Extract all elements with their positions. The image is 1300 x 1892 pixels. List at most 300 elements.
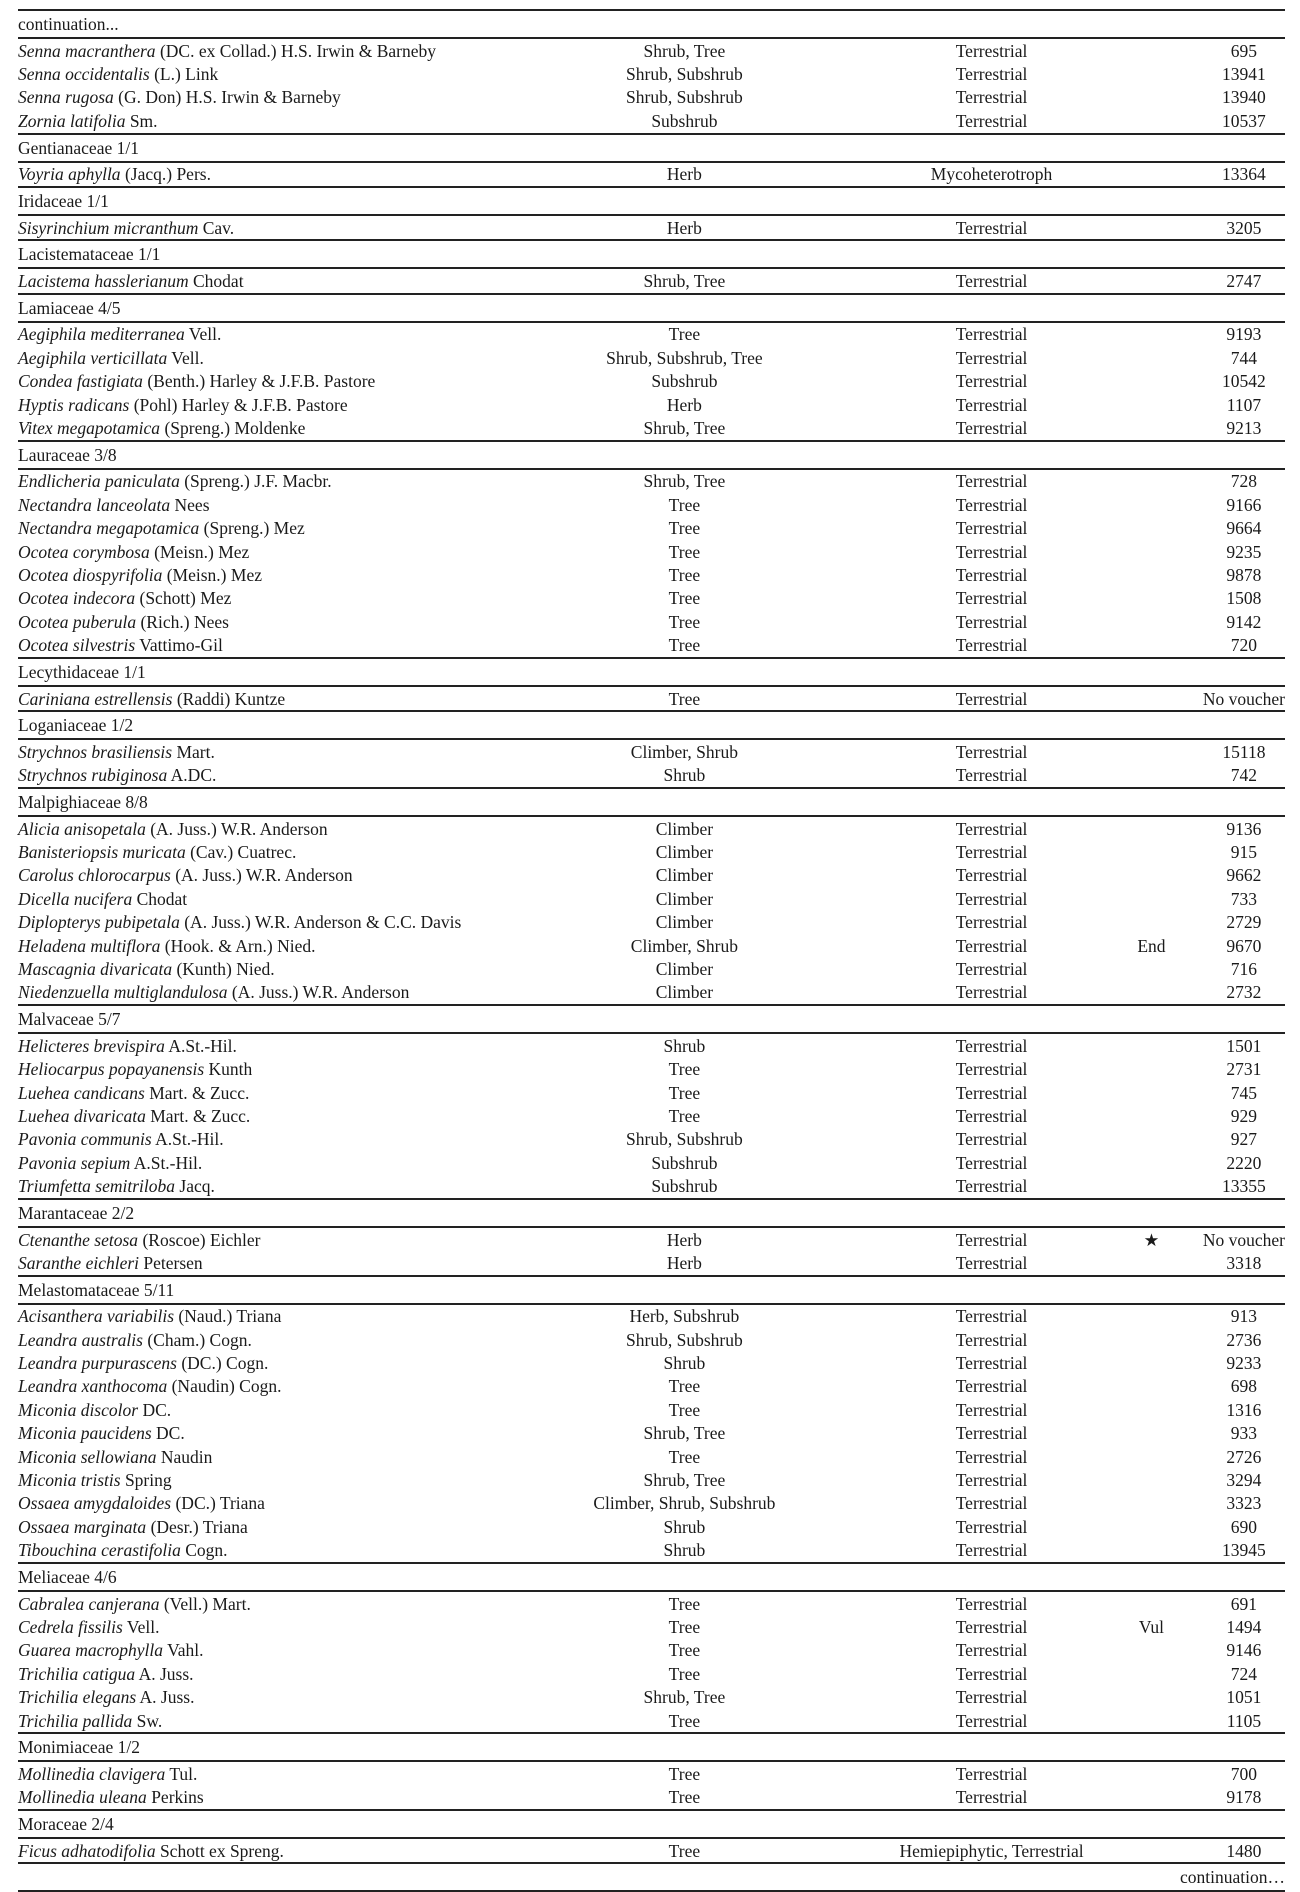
status-cell bbox=[1100, 86, 1203, 109]
habit-cell: Tree bbox=[668, 494, 701, 515]
species-name: Miconia sellowiana bbox=[18, 1446, 157, 1467]
habit-cell: Climber bbox=[655, 888, 714, 909]
voucher-cell: 9213 bbox=[1226, 417, 1262, 438]
species-name: Hyptis radicans bbox=[18, 394, 130, 415]
status-cell bbox=[1100, 1398, 1203, 1421]
family-header-row bbox=[18, 187, 1285, 215]
voucher-cell: 1051 bbox=[1226, 1687, 1262, 1708]
status-cell bbox=[1100, 1422, 1203, 1445]
voucher-cell: 698 bbox=[1230, 1376, 1258, 1397]
habit-cell: Herb bbox=[666, 217, 702, 238]
status-cell bbox=[1100, 1685, 1203, 1708]
status-cell bbox=[1100, 1468, 1203, 1491]
status-cell bbox=[1100, 686, 1203, 711]
species-cell bbox=[18, 469, 486, 493]
habit-cell: Shrub, Tree bbox=[643, 40, 726, 61]
species-name: Aegiphila mediterranea bbox=[18, 324, 185, 345]
voucher-cell: 695 bbox=[1230, 40, 1258, 61]
habitat-cell: Terrestrial bbox=[955, 1329, 1028, 1350]
species-cell bbox=[18, 840, 486, 863]
habitat-cell: Terrestrial bbox=[955, 959, 1028, 980]
habit-cell: Shrub, Tree bbox=[643, 271, 726, 292]
status-cell bbox=[1100, 1058, 1203, 1081]
habitat-cell: Terrestrial bbox=[955, 417, 1028, 438]
habit-cell: Herb bbox=[666, 1229, 702, 1250]
status-cell bbox=[1100, 1761, 1203, 1785]
voucher-cell: 2220 bbox=[1226, 1152, 1262, 1173]
voucher-cell: 3205 bbox=[1226, 217, 1262, 238]
species-authority: A.St.-Hil. bbox=[133, 1152, 203, 1173]
status-cell bbox=[1100, 540, 1203, 563]
status-cell bbox=[1100, 1304, 1203, 1328]
habitat-cell: Terrestrial bbox=[955, 1353, 1028, 1374]
table-row bbox=[18, 981, 1285, 1005]
species-authority: (Raddi) Kuntze bbox=[176, 688, 286, 709]
family-header: Moraceae 2/4 bbox=[18, 1810, 1285, 1838]
habit-cell: Shrub, Subshrub bbox=[626, 1329, 743, 1350]
species-authority: Cav. bbox=[202, 217, 235, 238]
species-cell bbox=[18, 540, 486, 563]
voucher-cell: 744 bbox=[1230, 347, 1258, 368]
species-name: Condea fastigiata bbox=[18, 371, 143, 392]
habit-cell: Shrub, Subshrub bbox=[626, 64, 743, 85]
species-authority: Cogn. bbox=[185, 1540, 228, 1561]
habitat-cell: Terrestrial bbox=[955, 865, 1028, 886]
table-row bbox=[18, 393, 1285, 416]
habitat-cell: Terrestrial bbox=[955, 1663, 1028, 1684]
voucher-cell: 2726 bbox=[1226, 1446, 1262, 1467]
family-header-row bbox=[18, 1005, 1285, 1033]
species-name: Acisanthera variabilis bbox=[18, 1306, 175, 1327]
habit-cell: Herb, Subshrub bbox=[629, 1306, 740, 1327]
family-header-row bbox=[18, 1199, 1285, 1227]
species-cell bbox=[18, 1128, 486, 1151]
habit-cell: Tree bbox=[668, 541, 701, 562]
table-row bbox=[18, 739, 1285, 763]
voucher-cell: 9233 bbox=[1226, 1353, 1262, 1374]
species-name: Heladena multiflora bbox=[18, 935, 161, 956]
status-cell bbox=[1100, 887, 1203, 910]
voucher-cell: 9235 bbox=[1226, 541, 1262, 562]
species-cell bbox=[18, 1685, 486, 1708]
voucher-cell: 724 bbox=[1230, 1663, 1258, 1684]
voucher-cell: 10537 bbox=[1222, 110, 1266, 131]
species-name: Miconia discolor bbox=[18, 1399, 139, 1420]
species-authority: (DC.) Cogn. bbox=[181, 1353, 269, 1374]
species-name: Miconia paucidens bbox=[18, 1423, 152, 1444]
habitat-cell: Terrestrial bbox=[955, 564, 1028, 585]
status-cell bbox=[1100, 1351, 1203, 1374]
habit-cell: Shrub, Subshrub, Tree bbox=[606, 347, 763, 368]
table-row bbox=[18, 268, 1285, 293]
species-cell bbox=[18, 1786, 486, 1810]
species-cell bbox=[18, 1761, 486, 1785]
table-row bbox=[18, 1375, 1285, 1398]
species-cell bbox=[18, 816, 486, 840]
species-cell bbox=[18, 86, 486, 109]
family-header-row bbox=[18, 788, 1285, 816]
species-authority: Sw. bbox=[136, 1710, 163, 1731]
species-name: Sisyrinchium micranthum bbox=[18, 217, 199, 238]
table-row bbox=[18, 1058, 1285, 1081]
species-name: Trichilia pallida bbox=[18, 1710, 133, 1731]
table-row bbox=[18, 1227, 1285, 1251]
habit-cell: Tree bbox=[668, 1663, 701, 1684]
species-name: Ossaea amygdaloides bbox=[18, 1493, 172, 1514]
voucher-cell: 2732 bbox=[1226, 982, 1262, 1003]
species-cell bbox=[18, 1709, 486, 1733]
family-header: Lauraceae 3/8 bbox=[18, 441, 1285, 469]
species-authority: (Spreng.) Mez bbox=[203, 518, 305, 539]
habitat-cell: Terrestrial bbox=[955, 588, 1028, 609]
species-cell bbox=[18, 1328, 486, 1351]
status-cell bbox=[1100, 911, 1203, 934]
voucher-cell: 13364 bbox=[1222, 164, 1266, 185]
table-row bbox=[18, 1492, 1285, 1515]
habit-cell: Shrub, Tree bbox=[643, 1423, 726, 1444]
table-row bbox=[18, 887, 1285, 910]
species-name: Miconia tristis bbox=[18, 1470, 121, 1491]
species-cell bbox=[18, 764, 486, 788]
habit-cell: Tree bbox=[668, 1710, 701, 1731]
species-authority: (Meisn.) Mez bbox=[154, 541, 250, 562]
habitat-cell: Terrestrial bbox=[955, 1423, 1028, 1444]
status-cell bbox=[1100, 469, 1203, 493]
table-row bbox=[18, 1128, 1285, 1151]
species-authority: Schott ex Spreng. bbox=[159, 1840, 284, 1861]
habit-cell: Climber, Shrub, Subshrub bbox=[593, 1493, 776, 1514]
species-cell bbox=[18, 1398, 486, 1421]
species-name: Mollinedia uleana bbox=[18, 1787, 147, 1808]
table-row bbox=[18, 934, 1285, 957]
table-row bbox=[18, 1591, 1285, 1615]
habit-cell: Shrub, Subshrub bbox=[626, 87, 743, 108]
species-name: Trichilia elegans bbox=[18, 1687, 137, 1708]
habit-cell: Shrub, Tree bbox=[643, 471, 726, 492]
voucher-cell: 2731 bbox=[1226, 1059, 1262, 1080]
family-header-row bbox=[18, 1733, 1285, 1761]
species-authority: (Roscoe) Eichler bbox=[142, 1229, 261, 1250]
species-name: Leandra purpurascens bbox=[18, 1353, 177, 1374]
species-cell bbox=[18, 38, 486, 62]
status-cell bbox=[1100, 840, 1203, 863]
table-row bbox=[18, 86, 1285, 109]
habitat-cell: Terrestrial bbox=[955, 1152, 1028, 1173]
species-cell bbox=[18, 1422, 486, 1445]
habitat-cell: Terrestrial bbox=[955, 912, 1028, 933]
habitat-cell: Mycoheterotroph bbox=[930, 164, 1053, 185]
table-row bbox=[18, 1709, 1285, 1733]
species-authority: (Pohl) Harley & J.F.B. Pastore bbox=[133, 394, 348, 415]
table-row bbox=[18, 816, 1285, 840]
habitat-cell: Terrestrial bbox=[955, 371, 1028, 392]
table-row bbox=[18, 840, 1285, 863]
status-cell bbox=[1100, 493, 1203, 516]
habit-cell: Shrub, Tree bbox=[643, 417, 726, 438]
species-authority: (A. Juss.) W.R. Anderson & C.C. Davis bbox=[184, 912, 462, 933]
table-row bbox=[18, 1251, 1285, 1275]
table-row bbox=[18, 109, 1285, 133]
status-cell bbox=[1100, 587, 1203, 610]
habit-cell: Climber bbox=[655, 842, 714, 863]
family-header: Lamiaceae 4/5 bbox=[18, 294, 1285, 322]
species-cell bbox=[18, 1033, 486, 1057]
species-cell bbox=[18, 1468, 486, 1491]
continuation-footer-row bbox=[18, 1863, 1285, 1891]
voucher-cell: No voucher bbox=[1202, 688, 1285, 709]
habitat-cell: Terrestrial bbox=[955, 842, 1028, 863]
species-cell bbox=[18, 346, 486, 369]
species-name: Senna rugosa bbox=[18, 87, 114, 108]
status-cell: Vul bbox=[1138, 1617, 1165, 1637]
habitat-cell: Terrestrial bbox=[955, 982, 1028, 1003]
species-name: Cedrela fissilis bbox=[18, 1617, 123, 1637]
habit-cell: Tree bbox=[668, 1105, 701, 1126]
species-name: Ossaea marginata bbox=[18, 1516, 147, 1537]
species-authority: (Spreng.) Moldenke bbox=[164, 417, 306, 438]
voucher-cell: 1105 bbox=[1226, 1710, 1262, 1731]
habitat-cell: Terrestrial bbox=[955, 1640, 1028, 1661]
habitat-cell: Terrestrial bbox=[955, 1176, 1028, 1197]
voucher-cell: 745 bbox=[1230, 1082, 1258, 1103]
species-authority: Tul. bbox=[169, 1763, 198, 1784]
habit-cell: Subshrub bbox=[651, 1152, 718, 1173]
species-authority: Vell. bbox=[171, 347, 204, 368]
habitat-cell: Terrestrial bbox=[955, 110, 1028, 131]
species-table bbox=[18, 9, 1285, 1892]
family-header: Gentianaceae 1/1 bbox=[18, 134, 1285, 162]
habit-cell: Shrub bbox=[663, 1540, 706, 1561]
species-cell bbox=[18, 1227, 486, 1251]
habitat-cell: Terrestrial bbox=[955, 688, 1028, 709]
species-name: Ocotea corymbosa bbox=[18, 541, 150, 562]
habit-cell: Shrub, Tree bbox=[643, 1687, 726, 1708]
status-cell bbox=[1100, 215, 1203, 240]
species-authority: A. Juss. bbox=[138, 1663, 194, 1684]
habit-cell: Herb bbox=[666, 394, 702, 415]
table-row bbox=[18, 864, 1285, 887]
species-authority: Petersen bbox=[143, 1252, 203, 1273]
habit-cell: Herb bbox=[666, 164, 702, 185]
status-cell bbox=[1100, 322, 1203, 346]
status-cell bbox=[1100, 764, 1203, 788]
habit-cell: Tree bbox=[668, 1059, 701, 1080]
status-cell bbox=[1100, 864, 1203, 887]
voucher-cell: 1508 bbox=[1226, 588, 1262, 609]
family-header: Lacistemataceae 1/1 bbox=[18, 240, 1285, 268]
family-header-row bbox=[18, 134, 1285, 162]
family-header-row bbox=[18, 240, 1285, 268]
species-name: Ficus adhatodifolia bbox=[18, 1840, 156, 1861]
voucher-cell: 9670 bbox=[1226, 935, 1262, 956]
species-cell bbox=[18, 686, 486, 711]
voucher-cell: 1107 bbox=[1226, 394, 1262, 415]
habitat-cell: Terrestrial bbox=[955, 1082, 1028, 1103]
table-row bbox=[18, 686, 1285, 711]
species-authority: Chodat bbox=[193, 271, 244, 292]
family-header: Monimiaceae 1/2 bbox=[18, 1733, 1285, 1761]
species-cell bbox=[18, 1375, 486, 1398]
species-authority: Mart. & Zucc. bbox=[149, 1082, 250, 1103]
continuation-header: continuation... bbox=[18, 10, 1285, 38]
table-row bbox=[18, 1468, 1285, 1491]
species-cell bbox=[18, 516, 486, 539]
species-name: Nectandra lanceolata bbox=[18, 494, 171, 515]
table-row bbox=[18, 1351, 1285, 1374]
species-authority: (A. Juss.) W.R. Anderson bbox=[175, 865, 353, 886]
voucher-cell: 1501 bbox=[1226, 1035, 1262, 1056]
species-name: Senna macranthera bbox=[18, 40, 156, 61]
habitat-cell: Terrestrial bbox=[955, 1446, 1028, 1467]
continuation-footer: continuation… bbox=[18, 1863, 1285, 1891]
species-authority: (Cham.) Cogn. bbox=[147, 1329, 252, 1350]
species-cell bbox=[18, 1151, 486, 1174]
habitat-cell: Terrestrial bbox=[955, 1129, 1028, 1150]
voucher-cell: 9878 bbox=[1226, 564, 1262, 585]
voucher-cell: 15118 bbox=[1222, 741, 1266, 762]
species-cell bbox=[18, 633, 486, 657]
species-authority: Vattimo-Gil bbox=[139, 635, 223, 656]
table-row bbox=[18, 1685, 1285, 1708]
status-cell bbox=[1100, 393, 1203, 416]
table-row bbox=[18, 1151, 1285, 1174]
habitat-cell: Terrestrial bbox=[955, 271, 1028, 292]
status-cell bbox=[1100, 1639, 1203, 1662]
species-name: Voyria aphylla bbox=[18, 164, 121, 185]
species-name: Guarea macrophylla bbox=[18, 1640, 163, 1661]
species-name: Ocotea indecora bbox=[18, 588, 136, 609]
habitat-cell: Terrestrial bbox=[955, 40, 1028, 61]
habitat-cell: Terrestrial bbox=[955, 217, 1028, 238]
species-cell bbox=[18, 1081, 486, 1104]
status-cell bbox=[1100, 1081, 1203, 1104]
table-row bbox=[18, 764, 1285, 788]
table-row bbox=[18, 1304, 1285, 1328]
table-row bbox=[18, 469, 1285, 493]
table-row bbox=[18, 957, 1285, 980]
voucher-cell: 13355 bbox=[1222, 1176, 1266, 1197]
voucher-cell: 9142 bbox=[1226, 611, 1262, 632]
status-cell bbox=[1100, 816, 1203, 840]
voucher-cell: 9193 bbox=[1226, 324, 1262, 345]
table-row bbox=[18, 215, 1285, 240]
table-row bbox=[18, 1786, 1285, 1810]
habit-cell: Tree bbox=[668, 588, 701, 609]
species-name: Heliocarpus popayanensis bbox=[18, 1059, 205, 1080]
habit-cell: Tree bbox=[668, 1446, 701, 1467]
family-header: Marantaceae 2/2 bbox=[18, 1199, 1285, 1227]
species-cell bbox=[18, 739, 486, 763]
table-row bbox=[18, 62, 1285, 85]
status-cell bbox=[1100, 1328, 1203, 1351]
species-cell bbox=[18, 322, 486, 346]
status-cell bbox=[1100, 370, 1203, 393]
species-authority: (Vell.) Mart. bbox=[163, 1593, 251, 1614]
species-authority: (Schott) Mez bbox=[139, 588, 232, 609]
family-header-row bbox=[18, 441, 1285, 469]
table-row bbox=[18, 540, 1285, 563]
habitat-cell: Terrestrial bbox=[955, 1787, 1028, 1808]
status-cell bbox=[1100, 38, 1203, 62]
family-header: Lecythidaceae 1/1 bbox=[18, 658, 1285, 686]
habitat-cell: Terrestrial bbox=[955, 1763, 1028, 1784]
habitat-cell: Terrestrial bbox=[955, 1376, 1028, 1397]
species-name: Triumfetta semitriloba bbox=[18, 1176, 176, 1197]
table-row bbox=[18, 587, 1285, 610]
habit-cell: Tree bbox=[668, 635, 701, 656]
species-authority: Vahl. bbox=[167, 1640, 204, 1661]
species-authority: A.DC. bbox=[170, 765, 217, 786]
status-cell bbox=[1100, 1515, 1203, 1538]
habit-cell: Tree bbox=[668, 1593, 701, 1614]
species-authority: (A. Juss.) W.R. Anderson bbox=[231, 982, 410, 1003]
table-row bbox=[18, 370, 1285, 393]
voucher-cell: 10542 bbox=[1222, 371, 1266, 392]
habit-cell: Climber bbox=[655, 982, 714, 1003]
table-row bbox=[18, 38, 1285, 62]
family-header: Meliaceae 4/6 bbox=[18, 1563, 1285, 1591]
species-cell bbox=[18, 1174, 486, 1198]
voucher-cell: 9178 bbox=[1226, 1787, 1262, 1808]
continuation-header-row bbox=[18, 10, 1285, 38]
habitat-cell: Terrestrial bbox=[955, 611, 1028, 632]
habit-cell: Climber bbox=[655, 865, 714, 886]
species-name: Lacistema hasslerianum bbox=[18, 271, 189, 292]
species-cell bbox=[18, 1304, 486, 1328]
habit-cell: Tree bbox=[668, 1399, 701, 1420]
table-row bbox=[18, 493, 1285, 516]
status-cell bbox=[1100, 610, 1203, 633]
family-header: Melastomataceae 5/11 bbox=[18, 1276, 1285, 1304]
species-cell bbox=[18, 981, 486, 1005]
voucher-cell: 720 bbox=[1230, 635, 1258, 656]
species-cell bbox=[18, 393, 486, 416]
species-authority: Spring bbox=[124, 1470, 172, 1491]
species-name: Cariniana estrellensis bbox=[18, 688, 173, 709]
habitat-cell: Terrestrial bbox=[955, 1306, 1028, 1327]
table-row bbox=[18, 610, 1285, 633]
species-authority: Jacq. bbox=[179, 1176, 215, 1197]
voucher-cell: 3318 bbox=[1226, 1252, 1262, 1273]
habitat-cell: Terrestrial bbox=[955, 518, 1028, 539]
species-authority: Nees bbox=[174, 494, 210, 515]
species-name: Mascagnia divaricata bbox=[18, 959, 173, 980]
voucher-cell: 1316 bbox=[1226, 1399, 1262, 1420]
habitat-cell: Terrestrial bbox=[955, 1470, 1028, 1491]
species-name: Helicteres brevispira bbox=[18, 1035, 165, 1056]
habitat-cell: Terrestrial bbox=[955, 471, 1028, 492]
voucher-cell: 1494 bbox=[1226, 1617, 1262, 1637]
status-cell bbox=[1100, 633, 1203, 657]
species-cell bbox=[18, 215, 486, 240]
habitat-cell: Terrestrial bbox=[955, 1710, 1028, 1731]
habit-cell: Herb bbox=[666, 1252, 702, 1273]
species-name: Leandra xanthocoma bbox=[18, 1376, 168, 1397]
voucher-cell: 13945 bbox=[1222, 1540, 1266, 1561]
table-row bbox=[18, 1761, 1285, 1785]
table-row bbox=[18, 1328, 1285, 1351]
voucher-cell: 13941 bbox=[1222, 64, 1266, 85]
status-cell: End bbox=[1137, 935, 1166, 956]
habitat-cell: Terrestrial bbox=[955, 1516, 1028, 1537]
species-authority: DC. bbox=[142, 1399, 172, 1420]
table-row bbox=[18, 633, 1285, 657]
species-authority: (Spreng.) J.F. Macbr. bbox=[184, 471, 332, 492]
species-authority: Perkins bbox=[151, 1787, 204, 1808]
species-authority: A.St.-Hil. bbox=[168, 1035, 237, 1056]
table-row bbox=[18, 162, 1285, 187]
species-cell bbox=[18, 911, 486, 934]
